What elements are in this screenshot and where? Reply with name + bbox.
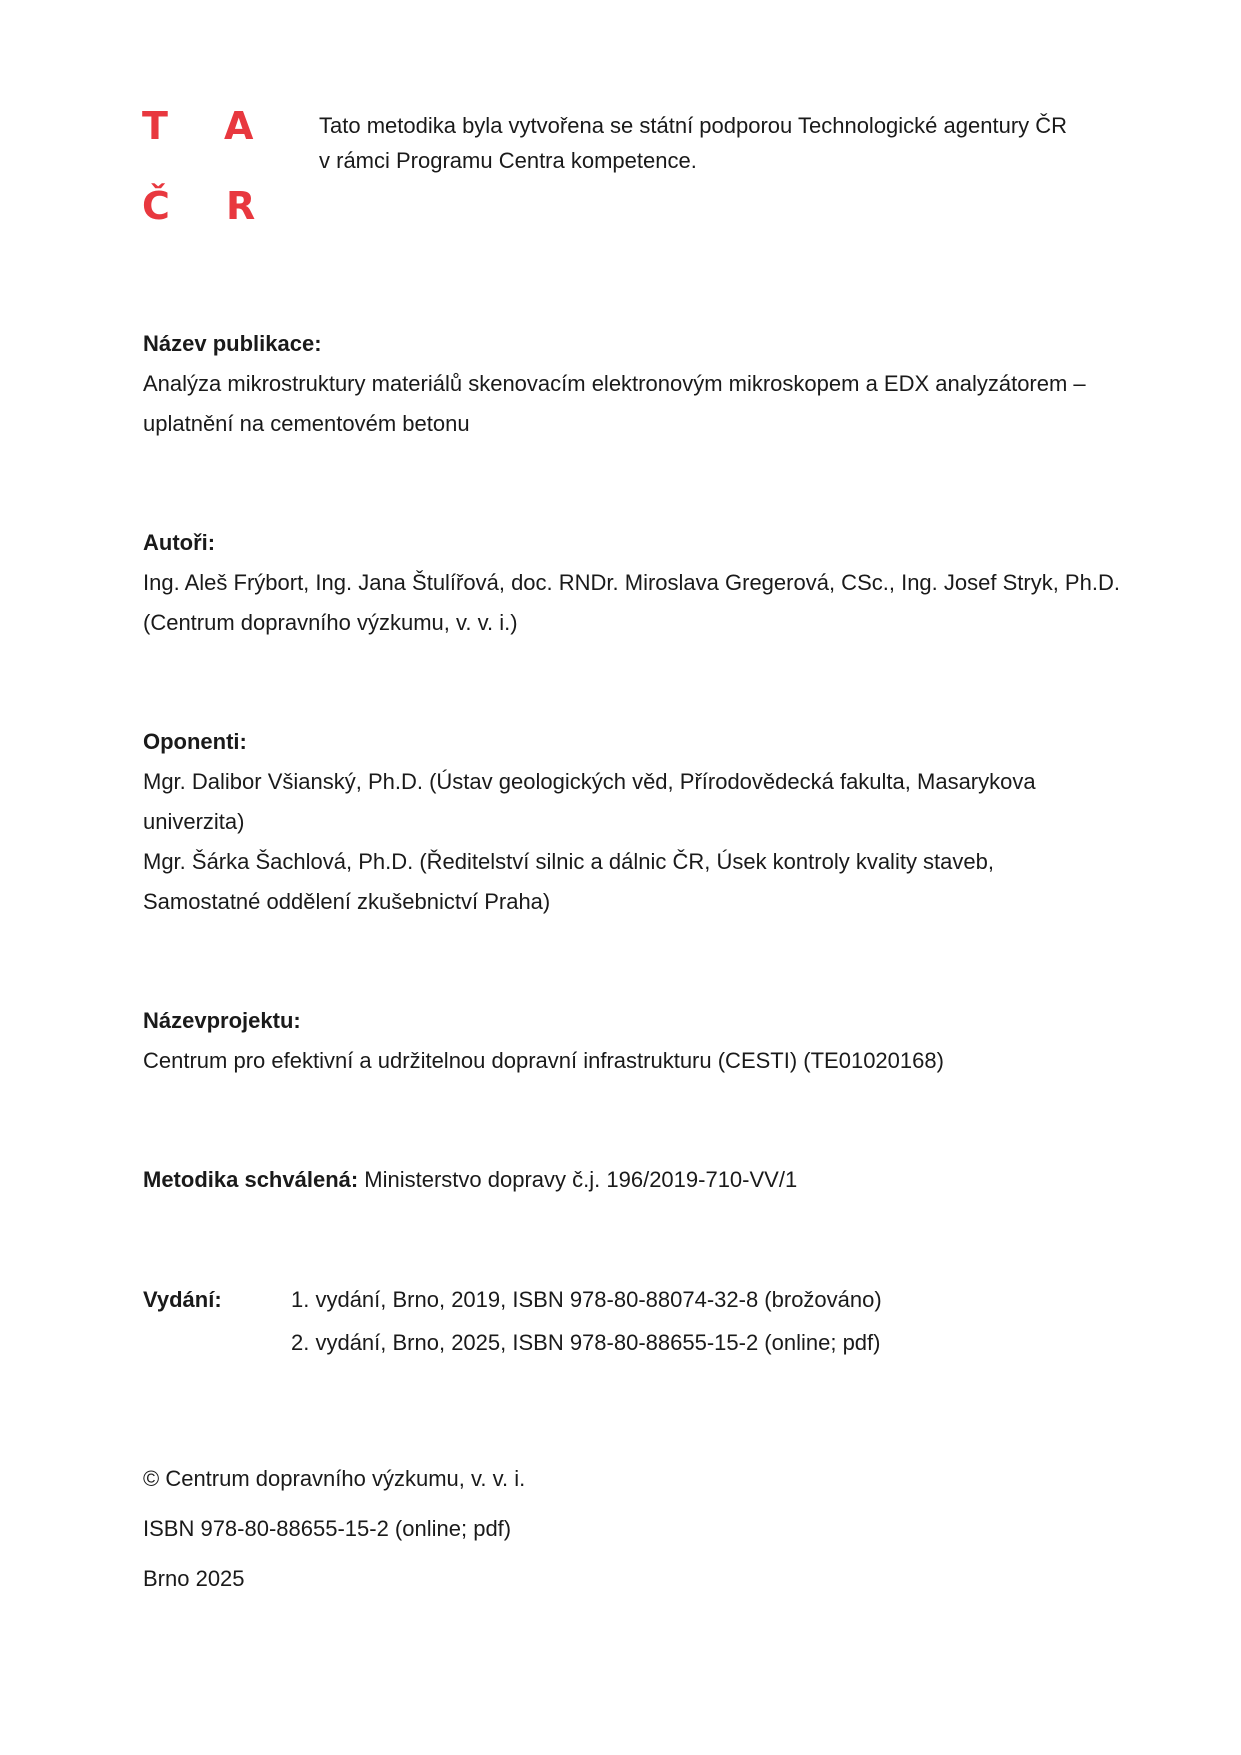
edition-label: Vydání: — [143, 1287, 222, 1312]
opponents-line-4: Samostatné oddělení zkušebnictví Praha) — [143, 889, 551, 914]
logo-letter-r: R — [226, 184, 256, 228]
edition-item: 1. vydání, Brno, 2019, ISBN 978-80-88074-32-8 (brožováno) — [291, 1287, 882, 1312]
publication-heading: Název publikace: — [143, 331, 322, 356]
approval-heading: Metodika schválená: — [143, 1167, 359, 1192]
copyright-line: © Centrum dopravního výzkumu, v. v. i. — [143, 1466, 526, 1491]
edition-item: 2. vydání, Brno, 2025, ISBN 978-80-88655-15-2 (online; pdf) — [291, 1330, 881, 1355]
support-line-1: Tato metodika byla vytvořena se státní podporou Technologické agentury ČR — [319, 113, 1068, 138]
opponents-line-3: Mgr. Šárka Šachlová, Ph.D. (Ředitelství silnic a dálnic ČR, Úsek kontroly kvality staveb, — [143, 849, 994, 874]
project-heading: Názevprojektu: — [143, 1008, 301, 1033]
project-name: Centrum pro efektivní a udržitelnou dopravní infrastrukturu (CESTI) (TE01020168) — [143, 1048, 944, 1073]
publication-title-line-1: Analýza mikrostruktury materiálů skenovacím elektronovým mikroskopem a EDX analyzátorem – — [143, 371, 1086, 396]
approval-section — [143, 1160, 1133, 1200]
edition-list — [291, 1278, 1131, 1364]
opponents-section — [143, 722, 1133, 922]
authors-line-2: (Centrum dopravního výzkumu, v. v. i.) — [143, 610, 518, 635]
isbn-line: ISBN 978-80-88655-15-2 (online; pdf) — [143, 1516, 512, 1541]
support-statement — [319, 108, 1149, 178]
approval-value: Ministerstvo dopravy č.j. 196/2019-710-VV/1 — [358, 1167, 798, 1192]
place-year-line: Brno 2025 — [143, 1566, 245, 1591]
publication-section — [143, 324, 1133, 444]
project-section — [143, 1001, 1133, 1081]
opponents-line-1: Mgr. Dalibor Všianský, Ph.D. (Ústav geologických věd, Přírodovědecká fakulta, Masarykova — [143, 769, 1036, 794]
opponents-line-2: univerzita) — [143, 809, 245, 834]
opponents-heading: Oponenti: — [143, 729, 247, 754]
authors-section — [143, 523, 1133, 643]
tacr-logo — [142, 104, 272, 234]
authors-heading: Autoři: — [143, 530, 216, 555]
authors-line-1: Ing. Aleš Frýbort, Ing. Jana Štulířová, doc. RNDr. Miroslava Gregerová, CSc., Ing. Josef Stryk, Ph.D. — [143, 570, 1120, 595]
logo-letter-c-caron: Č — [142, 184, 170, 228]
support-line-2: v rámci Programu Centra kompetence. — [319, 148, 697, 173]
logo-letter-a: A — [224, 104, 254, 148]
imprint-footer — [143, 1454, 1133, 1604]
logo-letter-t: T — [142, 104, 168, 148]
publication-title-line-2: uplatnění na cementovém betonu — [143, 411, 470, 436]
